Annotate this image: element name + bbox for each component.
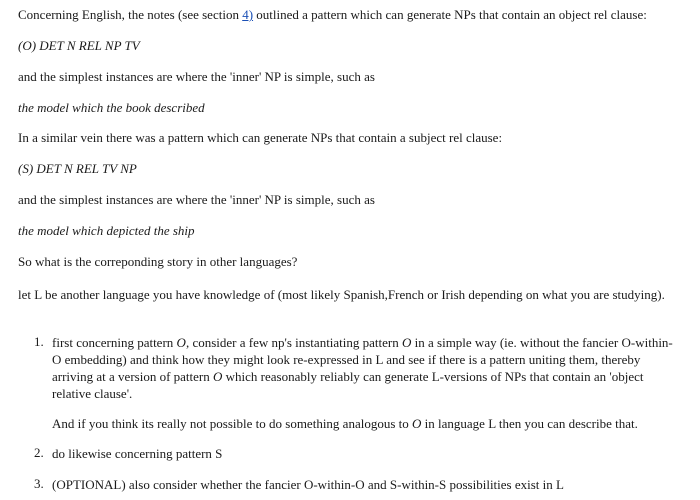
task1-part1: first concerning pattern <box>52 335 174 350</box>
task1-part4: which reasonably reliably can generate L-versions of NPs that contain an 'object relative clause'. <box>52 369 644 401</box>
task1-followup-part1: And if you think its really not possible to do something analogous to <box>52 416 409 431</box>
similar-vein-paragraph: In a similar vein there was a pattern which can generate NPs that contain a subject rel clause: <box>18 130 503 145</box>
task1-o3: O <box>213 369 223 384</box>
task-number: 1. <box>34 334 44 349</box>
intro-paragraph <box>18 6 647 24</box>
example-s: the model which depicted the ship <box>18 223 195 238</box>
simplest-instances-1: and the simplest instances are where the 'inner' NP is simple, such as <box>18 69 375 84</box>
task1-o1: O <box>176 335 186 350</box>
task-followup <box>52 415 682 432</box>
task-text <box>52 334 682 402</box>
let-l-paragraph: let L be another language you have knowledge of (most likely Spanish,French or Irish depending on what you are studying). <box>18 287 665 302</box>
pattern-o: (O) DET N REL NP TV <box>18 38 140 53</box>
task-text: (OPTIONAL) also consider whether the fancier O-within-O and S-within-S possibilities exist in L <box>52 477 564 492</box>
task1-o2: O <box>402 335 412 350</box>
intro-prefix: Concerning English, the notes (see section <box>18 7 243 22</box>
pattern-s: (S) DET N REL TV NP <box>18 161 137 176</box>
section-4-link[interactable]: 4) <box>242 7 254 22</box>
task1-followup-part2: in language L then you can describe that. <box>421 416 638 431</box>
task-number: 3. <box>34 476 44 491</box>
intro-suffix: outlined a pattern which can generate NPs that contain an object rel clause: <box>253 7 647 22</box>
task-number: 2. <box>34 445 44 460</box>
task1-followup-o: O <box>412 416 422 431</box>
task-text: do likewise concerning pattern S <box>52 446 223 461</box>
simplest-instances-2: and the simplest instances are where the 'inner' NP is simple, such as <box>18 192 375 207</box>
task1-part2: , consider a few np's instantiating pattern <box>185 335 399 350</box>
example-o: the model which the book described <box>18 100 205 115</box>
question-paragraph: So what is the correponding story in other languages? <box>18 254 298 269</box>
task1-part3: in a simple way (ie. without the fancier O-within-O embedding) and think how they might look re-expressed in L and see if there is a pattern uniting them, thereby arriving at a version of pattern <box>52 335 673 384</box>
